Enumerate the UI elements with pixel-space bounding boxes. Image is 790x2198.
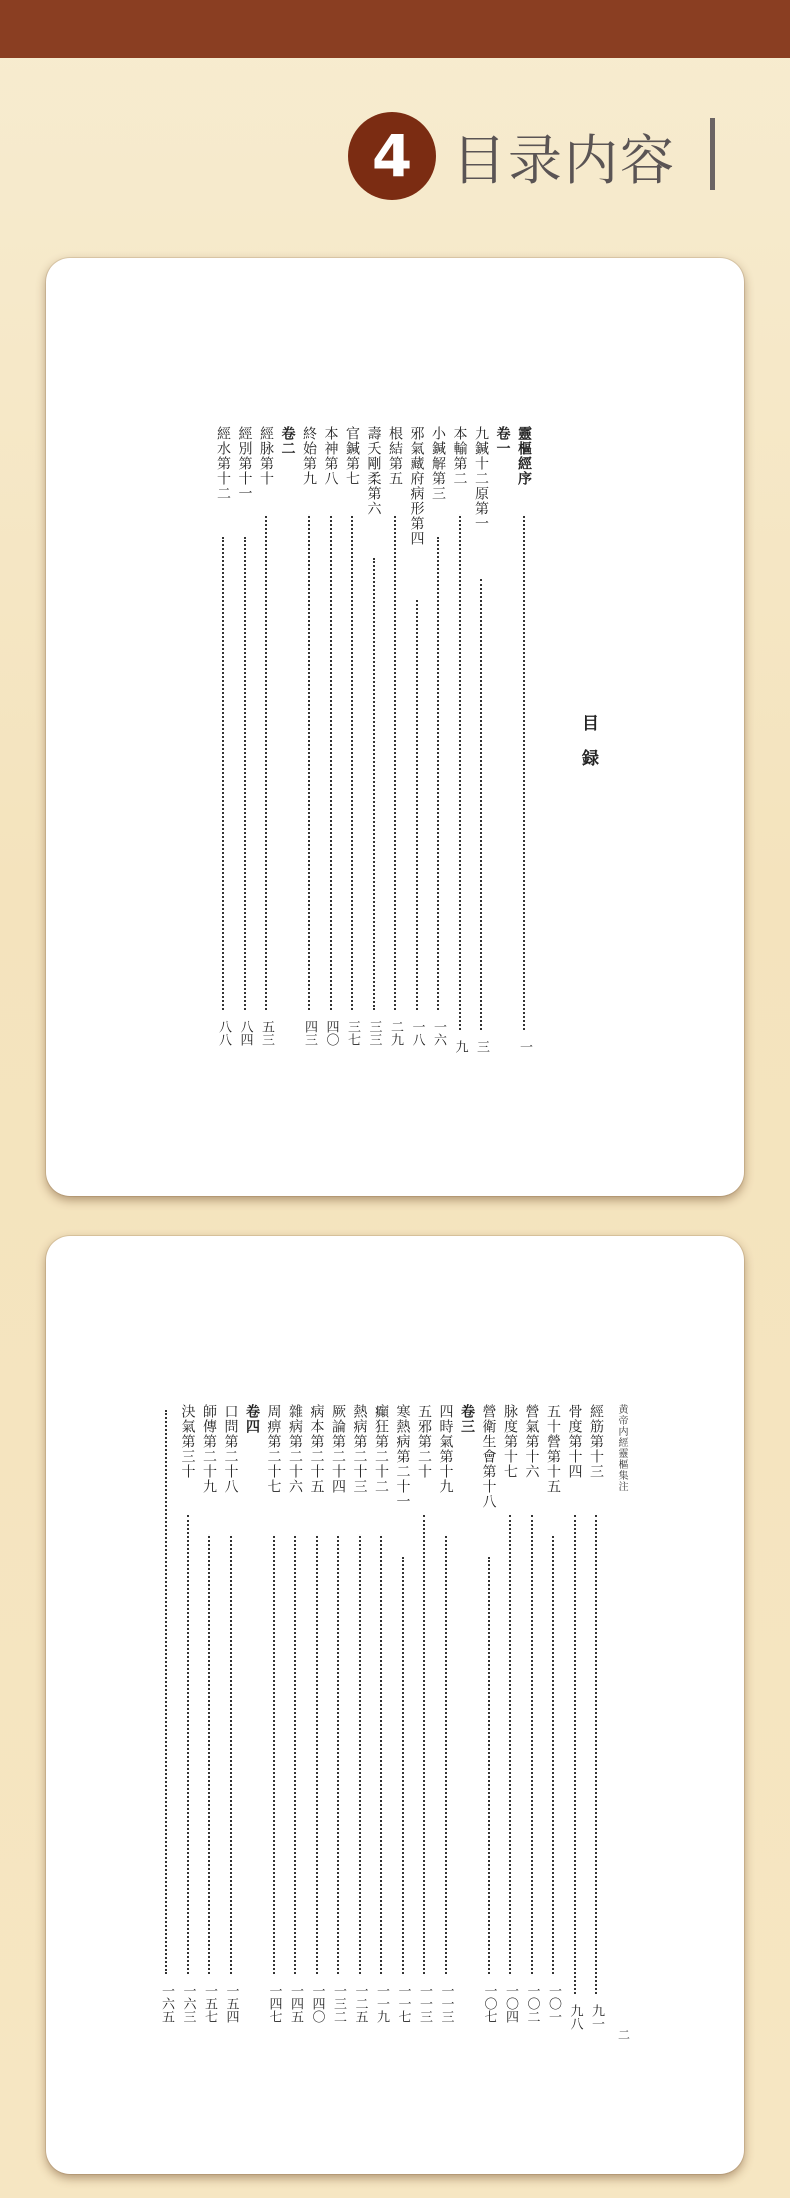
toc-entry xyxy=(371,1404,391,2044)
toc-entry-page: 一六 xyxy=(431,1020,446,1046)
toc-entry-title: 營氣第十六 xyxy=(523,1404,540,1479)
book-page-1 xyxy=(46,258,744,1196)
toc-entry-title: 終始第九 xyxy=(301,426,317,486)
leader-dots xyxy=(373,558,375,1010)
leader-dots xyxy=(265,516,267,1010)
leader-dots xyxy=(402,1557,404,1974)
toc-entry-page: 四三 xyxy=(302,1020,317,1046)
leader-dots xyxy=(523,516,525,1030)
page-heading: 目録 xyxy=(578,714,598,784)
running-head: 黄帝内經靈樞集注 xyxy=(616,1404,627,1492)
toc-entry-page: 四〇 xyxy=(323,1020,339,1046)
toc-entry xyxy=(213,426,233,1060)
toc-entry-title: 骨度第十四 xyxy=(566,1404,583,1479)
leader-dots xyxy=(359,1536,361,1974)
toc-entry xyxy=(500,1404,520,2044)
toc-entry-page: 一一三 xyxy=(438,1984,454,2023)
leader-dots xyxy=(316,1536,318,1974)
toc-entry-page: 一〇七 xyxy=(481,1984,497,2023)
leader-dots xyxy=(330,516,332,1010)
leader-dots xyxy=(595,1515,597,1994)
toc-entry xyxy=(264,1404,284,2044)
toc-entry-page: 九 xyxy=(452,1040,468,1053)
toc-entry-page: 一八 xyxy=(409,1020,425,1046)
toc-entry xyxy=(436,1404,456,2044)
toc-entry-page: 八八 xyxy=(216,1020,231,1046)
toc-entry-title: 周痹第二十七 xyxy=(265,1404,282,1494)
leader-dots xyxy=(273,1536,275,1974)
title-divider-bar xyxy=(710,118,715,190)
toc-entry-title: 經水第十二 xyxy=(215,426,231,501)
top-banner xyxy=(0,0,790,58)
toc-entry xyxy=(328,1404,348,2044)
toc-entry-title: 本輸第二 xyxy=(451,426,468,486)
toc-entry-title: 邪氣藏府病形第四 xyxy=(408,426,425,546)
toc-entry xyxy=(586,1404,606,2044)
toc-entry-title: 經脉第十 xyxy=(258,426,274,486)
toc-entry xyxy=(307,1404,327,2044)
toc-entry-page: 一一九 xyxy=(374,1984,389,2023)
section-title: 目录内容 xyxy=(452,128,676,192)
toc-entry-title: 病本第二十五 xyxy=(308,1404,325,1494)
toc-entry xyxy=(199,1404,219,2044)
leader-dots xyxy=(294,1536,296,1974)
toc-entry-page: 一〇四 xyxy=(503,1984,518,2023)
leader-dots xyxy=(308,516,310,1010)
leader-dots xyxy=(244,537,246,1010)
toc-entry-page: 一〇一 xyxy=(546,1984,561,2023)
leader-dots xyxy=(488,1557,490,1974)
toc-entry-page: 五三 xyxy=(259,1020,274,1046)
toc-entry xyxy=(393,1404,413,2044)
toc-entry-title: 小鍼解第三 xyxy=(430,426,446,501)
book-page-2 xyxy=(46,1236,744,2174)
toc-entry-title: 決氣第三十 xyxy=(179,1404,196,1479)
toc-entry xyxy=(407,426,427,1060)
toc-entry xyxy=(565,1404,585,2044)
toc-entry-page: 一一三 xyxy=(417,1984,432,2023)
toc-entry xyxy=(479,1404,499,2044)
toc-entry-title: 卷二 xyxy=(279,426,296,456)
page-number: 二 xyxy=(618,2028,631,2042)
toc-entry-title: 寒熱病第二十一 xyxy=(394,1404,411,1509)
toc-entry-title: 卷三 xyxy=(459,1404,475,1434)
toc-entry xyxy=(522,1404,542,2044)
toc-entry-page: 三 xyxy=(474,1040,489,1053)
toc-entry-page: 一四〇 xyxy=(309,1984,325,2023)
toc-entry-title: 厥論第二十四 xyxy=(330,1404,346,1494)
toc-entry-title: 本神第八 xyxy=(322,426,339,486)
leader-dots xyxy=(552,1536,554,1974)
section-number-badge: 4 xyxy=(348,112,436,200)
leader-dots xyxy=(380,1536,382,1974)
toc-entry-page: 八四 xyxy=(237,1020,253,1046)
toc-entry xyxy=(385,426,405,1060)
leader-dots xyxy=(394,516,396,1010)
toc-entry-page: 一 xyxy=(517,1040,532,1053)
toc-entry xyxy=(428,426,448,1060)
toc-entry-page: 一一七 xyxy=(395,1984,411,2023)
leader-dots xyxy=(480,579,482,1030)
toc-entry-page: 三三 xyxy=(366,1020,382,1046)
toc-entry xyxy=(450,426,470,1060)
toc-entry xyxy=(350,1404,370,2044)
toc-entry xyxy=(543,1404,563,2044)
leader-dots xyxy=(230,1536,232,1974)
toc-entry-page: 一五四 xyxy=(223,1984,239,2023)
toc-entry-title: 壽夭剛柔第六 xyxy=(365,426,382,516)
toc-entry-title: 營衛生會第十八 xyxy=(480,1404,497,1509)
toc-entry-title: 脉度第十七 xyxy=(502,1404,518,1479)
toc-entry-page: 一五七 xyxy=(202,1984,217,2023)
toc-entry-title: 五十營第十五 xyxy=(545,1404,561,1494)
toc-entry-title: 口問第二十八 xyxy=(222,1404,239,1494)
toc-entry xyxy=(514,426,534,1060)
toc-entry xyxy=(235,426,255,1060)
toc-entry xyxy=(457,1404,477,2044)
toc-entry-title: 熱病第二十三 xyxy=(351,1404,368,1494)
toc-entry-title: 經筋第十三 xyxy=(588,1404,604,1479)
toc-entry xyxy=(471,426,491,1060)
leader-dots xyxy=(416,600,418,1010)
toc-entry xyxy=(242,1404,262,2044)
toc-entry-page: 九一 xyxy=(589,2004,604,2030)
leader-dots xyxy=(459,516,461,1030)
leader-dots xyxy=(351,516,353,1010)
leader-dots xyxy=(187,1515,189,1974)
toc-entry-title: 卷一 xyxy=(494,426,511,456)
leader-dots xyxy=(445,1536,447,1974)
toc-entry-title: 卷四 xyxy=(244,1404,260,1434)
toc-entry-page: 一四七 xyxy=(266,1984,282,2023)
toc-entry xyxy=(256,426,276,1060)
toc-entry-title: 經別第十一 xyxy=(236,426,253,501)
leader-dots xyxy=(509,1515,511,1974)
toc-entry xyxy=(156,1404,176,2044)
toc-entry xyxy=(414,1404,434,2044)
toc-entry xyxy=(278,426,298,1060)
leader-dots xyxy=(337,1536,339,1974)
toc-entry-page: 一〇二 xyxy=(524,1984,540,2023)
leader-dots xyxy=(531,1515,533,1974)
toc-entry-title: 靈樞經序 xyxy=(516,426,532,486)
section-header xyxy=(348,112,676,200)
leader-dots xyxy=(208,1536,210,1974)
toc-entry-page: 一六三 xyxy=(180,1984,196,2023)
toc-entry-title: 根結第五 xyxy=(387,426,403,486)
toc-entry-title: 癲狂第二十二 xyxy=(373,1404,389,1494)
toc-entry-page: 二九 xyxy=(388,1020,403,1046)
leader-dots xyxy=(222,537,224,1010)
toc-entry-page: 一四五 xyxy=(288,1984,303,2023)
leader-dots xyxy=(165,1410,167,1974)
toc-entry-title: 五邪第二十 xyxy=(416,1404,432,1479)
toc-entry-page: 九八 xyxy=(567,2004,583,2030)
leader-dots xyxy=(423,1515,425,1974)
toc-entry xyxy=(299,426,319,1060)
toc-entry xyxy=(364,426,384,1060)
toc-entry xyxy=(285,1404,305,2044)
toc-entry-title: 九鍼十二原第一 xyxy=(473,426,489,531)
toc-entry-title: 師傳第二十九 xyxy=(201,1404,217,1494)
toc-entry xyxy=(221,1404,241,2044)
toc-entry xyxy=(493,426,513,1060)
toc-entry xyxy=(321,426,341,1060)
toc-entry-title: 四時氣第十九 xyxy=(437,1404,454,1494)
toc-entry-page: 一六五 xyxy=(159,1984,174,2023)
toc-entry-title: 官鍼第七 xyxy=(344,426,360,486)
toc-entry-page: 一三二 xyxy=(331,1984,346,2023)
toc-entry xyxy=(342,426,362,1060)
toc-entry-page: 一二五 xyxy=(352,1984,368,2023)
toc-entry-title: 雜病第二十六 xyxy=(287,1404,303,1494)
toc-entry-page: 三七 xyxy=(345,1020,360,1046)
toc-entry xyxy=(178,1404,198,2044)
leader-dots xyxy=(437,537,439,1010)
leader-dots xyxy=(574,1515,576,1994)
